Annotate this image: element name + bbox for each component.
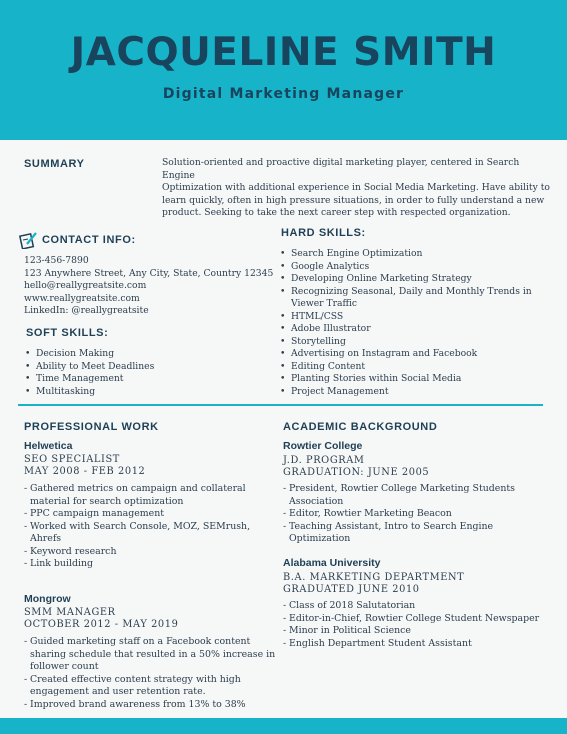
list-item-line: President, Rowtier College Marketing Students: [289, 483, 515, 494]
list-item-line: follower count: [30, 661, 99, 672]
company-name: Mongrow: [24, 593, 71, 605]
work-heading: PROFESSIONAL WORK: [24, 421, 159, 433]
list-item-line: sharing schedule that resulted in a 50% increase in: [30, 648, 276, 660]
list-item: • Search Engine Optimization: [279, 248, 549, 261]
list-item: • Project Management: [279, 386, 549, 399]
position-dates: MAY 2008 - FEB 2012: [24, 465, 146, 477]
graduation-date: GRADUATED JUNE 2010: [283, 583, 420, 595]
soft-skills-heading: SOFT SKILLS:: [26, 327, 109, 339]
list-item: • Decision Making: [24, 348, 264, 361]
school-name: Rowtier College: [283, 440, 363, 452]
list-item-line: engagement and user retention rate.: [30, 686, 206, 697]
job-title: Digital Marketing Manager: [162, 86, 405, 102]
academic-heading: ACADEMIC BACKGROUND: [283, 421, 438, 433]
school-name: Alabama University: [283, 557, 381, 569]
list-item: • Ability to Meet Deadlines: [24, 361, 264, 374]
position-title: SEO SPECIALIST: [24, 454, 120, 465]
list-item: [24, 521, 274, 546]
degree-info: [283, 455, 429, 479]
summary-line: Optimization with additional experience in Social Media Marketing. Have ability to: [162, 182, 550, 193]
list-item: • Adobe Illustrator: [279, 323, 549, 336]
notepad-pencil-icon: [18, 231, 38, 249]
header-banner: [0, 0, 567, 140]
hard-skills-list: [279, 248, 549, 398]
graduation-date: GRADUATION: JUNE 2005: [283, 466, 430, 478]
footer-bar: [0, 718, 567, 734]
summary-line: product. Seeking to take the next career step with respected organization.: [162, 207, 511, 218]
address: 123 Anywhere Street, Any City, State, Country 12345: [24, 267, 274, 279]
list-item: • Google Analytics: [279, 261, 549, 274]
position-title: SMM MANAGER: [24, 607, 116, 618]
phone-number: 123-456-7890: [24, 255, 89, 266]
soft-skills-list: [24, 348, 264, 398]
list-item: • Storytelling: [279, 336, 549, 349]
list-item: - Keyword research: [24, 546, 274, 559]
email-address: hello@reallygreatsite.com: [24, 280, 147, 291]
linkedin: LinkedIn: @reallygreatsite: [24, 305, 149, 316]
degree-program: B.A. MARKETING DEPARTMENT: [283, 572, 465, 583]
job-position: [24, 607, 178, 631]
list-item: - PPC campaign management: [24, 508, 274, 521]
job-duties: [24, 483, 274, 571]
list-item: • Multitasking: [24, 386, 264, 399]
list-item-line: Viewer Traffic: [291, 298, 358, 309]
website: www.reallygreatsite.com: [24, 292, 140, 304]
list-item-line: Gathered metrics on campaign and collateral: [30, 483, 246, 494]
job-position: [24, 454, 145, 478]
list-item: [279, 286, 549, 311]
degree-info: [283, 572, 464, 596]
list-item: [283, 483, 553, 508]
school-activities: [283, 600, 553, 650]
degree-program: J.D. PROGRAM: [283, 455, 365, 466]
list-item: [24, 636, 279, 674]
list-item: - Editor, Rowtier Marketing Beacon: [283, 508, 553, 521]
list-item: - Improved brand awareness from 13% to 38%: [24, 699, 279, 712]
list-item: • HTML/CSS: [279, 311, 549, 324]
list-item: - Teaching Assistant, Intro to Search Engine Optimization: [283, 521, 553, 546]
list-item: • Time Management: [24, 373, 264, 386]
summary-text: [162, 157, 552, 220]
list-item: - Editor-in-Chief, Rowtier College Student Newspaper: [283, 613, 553, 626]
school-activities: [283, 483, 553, 546]
list-item-line: Ahrefs: [30, 533, 62, 544]
list-item-line: Guided marketing staff on a Facebook content: [30, 636, 251, 647]
list-item-line: material for search optimization: [30, 495, 184, 507]
contact-details: [24, 255, 284, 318]
list-item: [24, 674, 279, 699]
position-dates: OCTOBER 2012 - MAY 2019: [24, 618, 179, 630]
list-item-line: Association: [289, 495, 344, 507]
candidate-name: JACQUELINE SMITH: [70, 30, 497, 75]
section-divider: [18, 404, 543, 406]
list-item: - Minor in Political Science: [283, 625, 553, 638]
list-item: • Advertising on Instagram and Facebook: [279, 348, 549, 361]
list-item: - English Department Student Assistant: [283, 638, 553, 651]
list-item: • Editing Content: [279, 361, 549, 374]
list-item-line: Recognizing Seasonal, Daily and Monthly Trends in: [291, 285, 532, 297]
list-item: - Class of 2018 Salutatorian: [283, 600, 553, 613]
company-name: Helwetica: [24, 440, 73, 452]
list-item-line: Created effective content strategy with high: [30, 673, 241, 685]
contact-heading: CONTACT INFO:: [42, 234, 136, 246]
summary-line: Solution-oriented and proactive digital marketing player, centered in Search Engine: [162, 157, 520, 181]
list-item: • Planting Stories within Social Media: [279, 373, 549, 386]
summary-heading: SUMMARY: [24, 158, 85, 170]
list-item: [24, 483, 274, 508]
list-item: - Link building: [24, 558, 274, 571]
summary-line: learn quickly, often in high pressure situations, in order to fully understand a new: [162, 194, 545, 206]
list-item: • Developing Online Marketing Strategy: [279, 273, 549, 286]
list-item-line: Worked with Search Console, MOZ, SEMrush,: [30, 520, 251, 532]
job-duties: [24, 636, 279, 711]
hard-skills-heading: HARD SKILLS:: [281, 227, 366, 239]
